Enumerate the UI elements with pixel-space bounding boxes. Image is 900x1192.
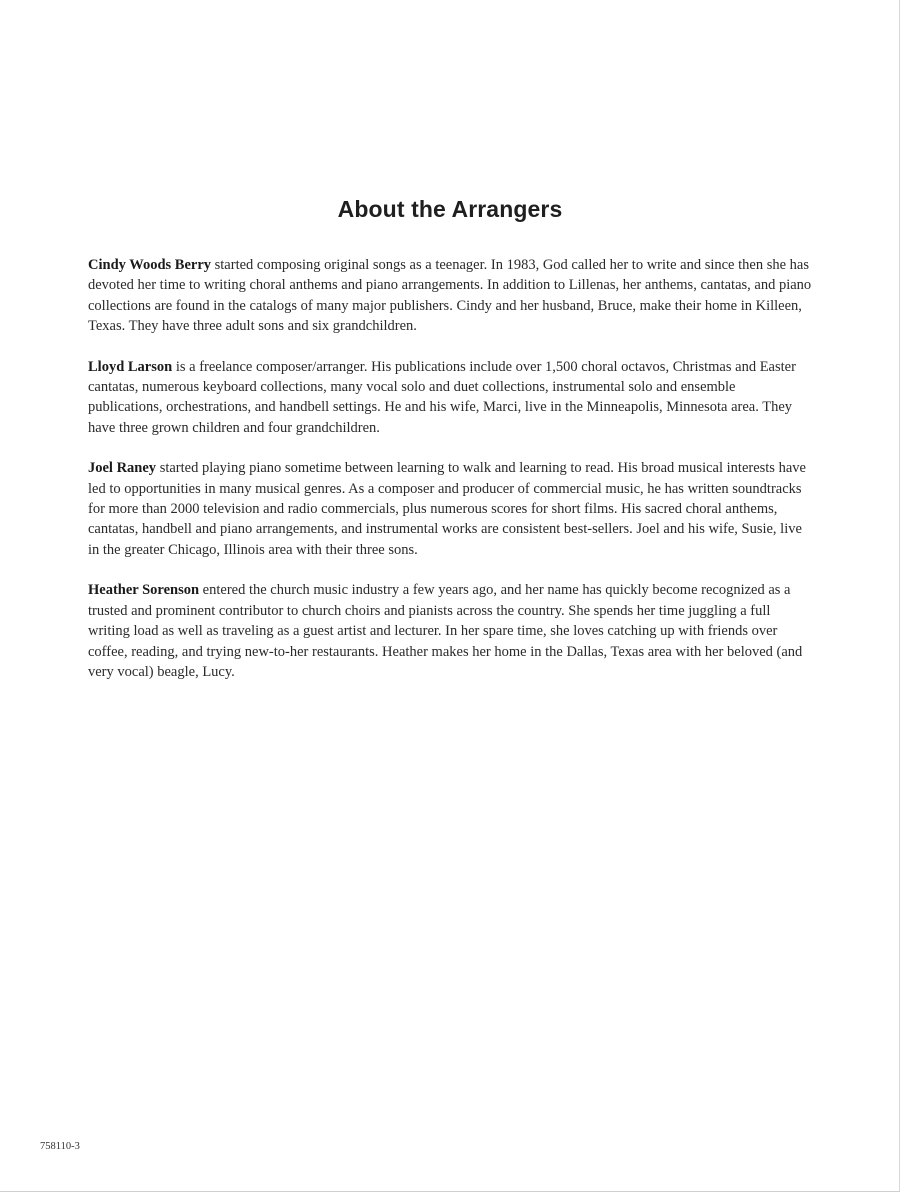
arranger-name: Heather Sorenson <box>88 582 200 599</box>
bio-paragraph-heather-sorenson <box>88 580 812 682</box>
bio-text: is a freelance composer/arranger. His publications include over 1,500 choral octavos, Christmas and Easter cantatas, numerous keyboard collections, many vocal solo and duet collections, instrumental solo and ensemble publications, orchestrations, and handbell settings. He and his wife, Marci, live in the Minneapolis, Minnesota area. They have three grown children and four grandchildren. <box>88 358 796 436</box>
bio-text: started playing piano sometime between learning to walk and learning to read. His broad musical interests have led to opportunities in many musical genres. As a composer and producer of commercial music, he has written soundtracks for more than 2000 television and radio commercials, plus numerous scores for short films. His sacred choral anthems, cantatas, handbell and piano arrangements, and instrumental works are consistent best-sellers. Joel and his wife, Susie, live in the greater Chicago, Illinois area with their three sons. <box>88 460 806 558</box>
bio-paragraph-lloyd-larson <box>88 357 812 439</box>
page-title: About the Arrangers <box>337 196 563 222</box>
bio-paragraph-cindy-woods-berry <box>88 255 812 337</box>
arranger-name: Lloyd Larson <box>88 358 173 375</box>
bio-text: started composing original songs as a teenager. In 1983, God called her to write and since then she has devoted her time to writing choral anthems and piano arrangements. In addition to Lillenas, her anthems, cantatas, and piano collections are found in the catalogs of many major publishers. Cindy and her husband, Bruce, make their home in Killeen, Texas. They have three adult sons and six grandchildren. <box>88 257 812 335</box>
bio-text: entered the church music industry a few years ago, and her name has quickly become recognized as a trusted and prominent contributor to church choirs and pianists across the country. She spends her time juggling a full writing load as well as traveling as a guest artist and lecturer. In her spare time, she loves catching up with friends over coffee, reading, and trying new-to-her restaurants. Heather makes her home in the Dallas, Texas area with her beloved (and very vocal) beagle, Lucy. <box>88 582 803 680</box>
bio-paragraph-joel-raney <box>88 458 812 560</box>
arranger-bios <box>88 255 812 702</box>
page-footer-code: 758110-3 <box>40 1141 80 1152</box>
arranger-name: Joel Raney <box>88 460 157 477</box>
arranger-name: Cindy Woods Berry <box>88 257 212 273</box>
